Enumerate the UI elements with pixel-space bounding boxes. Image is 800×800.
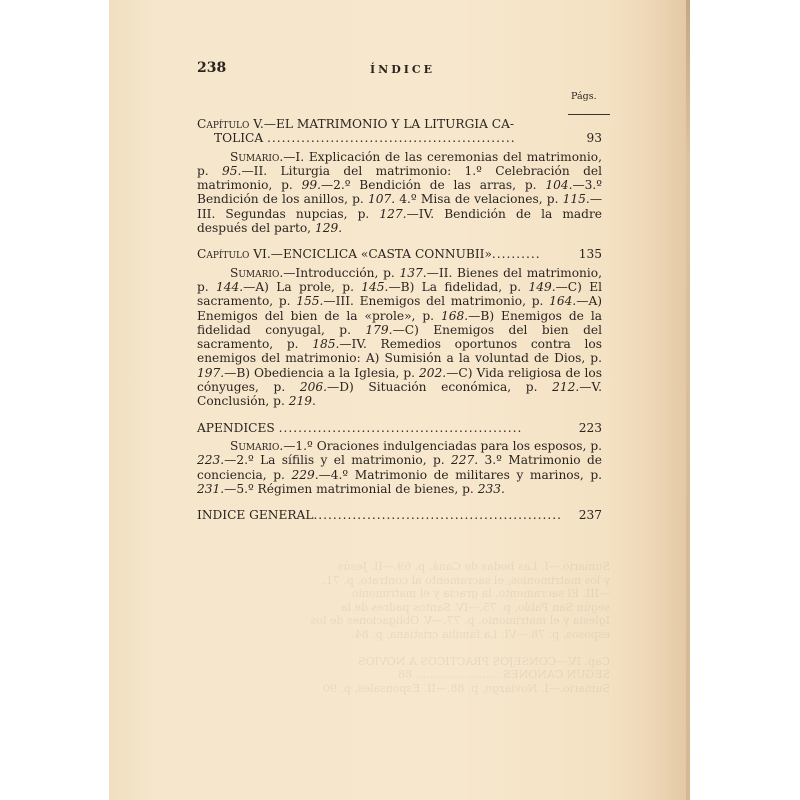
- entry-page-number: 237: [578, 508, 602, 523]
- page-reference: 197.: [197, 365, 225, 380]
- page-reference: 231.: [197, 481, 225, 496]
- page-edge: [686, 0, 690, 800]
- summary-text: —C) Vida religiosa de los cónyuges, p.: [197, 365, 602, 395]
- page-reference: 107.: [367, 192, 396, 207]
- summary-text: —B) Obediencia a la Iglesia, p.: [224, 365, 420, 380]
- pages-column-label: Págs.: [571, 91, 597, 102]
- page-reference: 127.: [379, 206, 407, 221]
- page-reference: 179.: [365, 322, 393, 337]
- page-reference: 164.: [549, 294, 577, 309]
- entry-title: INDICE GENERAL................................................... 237: [197, 508, 602, 523]
- page-reference: 99.: [301, 178, 321, 193]
- summary-text: —III. Segundas nupcias, p.: [197, 192, 602, 221]
- page-reference: 144.: [216, 279, 244, 294]
- page-reference: 223.: [197, 453, 225, 468]
- leader-dots: ..........: [491, 247, 541, 262]
- page-reference: 155.: [296, 294, 324, 309]
- chapter-prefix: Capítulo VI.: [197, 247, 271, 262]
- leader-dots: ...................................................: [267, 131, 516, 146]
- entry-summary: [197, 150, 602, 236]
- page-reference: 227.: [451, 453, 479, 468]
- toc-entry-general-index: [197, 508, 602, 522]
- summary-text: —Introducción, p.: [283, 265, 400, 280]
- summary-text: —IV. Remedios oportunos contra los enemigos del matrimonio: A) Sumisión a la voluntad de Dios, p.: [197, 337, 602, 366]
- summary-text: —3.º Bendición de los anillos, p.: [197, 178, 602, 207]
- entry-summary: [197, 439, 602, 496]
- page-reference: 95.: [222, 163, 242, 178]
- summary-text: —4.º Matrimonio de militares y marinos, p.: [318, 467, 603, 482]
- table-of-contents: [197, 117, 602, 522]
- summary-text: —C) Enemigos del bien del sacramento, p.: [197, 322, 603, 352]
- page-reference: 229.: [291, 467, 319, 482]
- page-reference: 185.: [312, 337, 340, 352]
- summary-text: —1.º Oraciones indulgenciadas para los esposos, p.: [283, 438, 602, 453]
- summary-text: —III. Enemigos del matrimonio, p.: [323, 294, 550, 309]
- page-reference: 145.: [361, 279, 389, 294]
- page-reference: 104.: [545, 178, 573, 193]
- page-number: 238: [197, 60, 227, 76]
- toc-entry-appendices: [197, 421, 602, 496]
- summary-label: Sumario.: [230, 265, 284, 280]
- entry-page-number: 223: [578, 420, 602, 435]
- entry-title: Capítulo VI.—ENCICLICA «CASTA CONNUBII».......... 135: [197, 247, 602, 262]
- pages-column-rule: [568, 114, 610, 115]
- toc-entry-chapter-5: [197, 117, 602, 235]
- summary-text: 3.º Matrimonio de conciencia, p.: [197, 453, 602, 482]
- toc-entry-chapter-6: [197, 247, 602, 408]
- entry-page-number: 93: [586, 131, 602, 146]
- summary-text: —2.º Bendición de las arras, p.: [320, 178, 546, 193]
- summary-text: —B) La fidelidad, p.: [388, 279, 529, 294]
- summary-label: Sumario.: [230, 438, 284, 453]
- summary-text: —2.º La sífilis y el matrimonio, p.: [224, 453, 451, 468]
- running-title: ÍNDICE: [370, 63, 436, 76]
- summary-text: —I. Explicación de las ceremonias del matrimonio, p.: [197, 149, 602, 178]
- summary-text: —B) Enemigos de la fidelidad conyugal, p.: [197, 308, 602, 337]
- leader-dots: ...................................................: [313, 508, 563, 523]
- page-reference: 202.: [419, 365, 447, 380]
- page-reference: 149.: [528, 279, 556, 294]
- entry-title-line1: Capítulo V.—EL MATRIMONIO Y LA LITURGIA CA-: [197, 117, 515, 131]
- summary-text: —V. Conclusión, p.: [197, 380, 602, 409]
- page-reference: 137.: [399, 265, 427, 280]
- page-reference: 212.: [552, 380, 580, 395]
- entry-page-number: 135: [578, 247, 602, 262]
- page-reference: 219.: [288, 394, 316, 409]
- summary-text: —A) La prole, p.: [243, 279, 362, 294]
- summary-text: —D) Situación económica, p.: [327, 380, 553, 395]
- page-reference: 206.: [299, 380, 327, 395]
- summary-text: —IV. Bendición de la madre después del parto,: [197, 206, 602, 236]
- entry-title: APENDICES .................................................. 223: [197, 420, 602, 435]
- page-reference: 115.: [562, 192, 590, 207]
- summary-text: —A) Enemigos del bien de la «prole», p.: [197, 294, 602, 323]
- entry-summary: [197, 266, 602, 409]
- leader-dots: ..................................................: [278, 420, 523, 435]
- summary-text: —C) El sacramento, p.: [197, 279, 602, 309]
- summary-text: —5.º Régimen matrimonial de bienes, p.: [224, 481, 478, 496]
- page-reference: 168.: [441, 308, 469, 323]
- chapter-prefix: Capítulo V.: [197, 117, 264, 131]
- summary-label: Sumario.: [230, 149, 284, 164]
- page-reference: 129.: [314, 221, 343, 236]
- page-curve-shadow: [620, 0, 690, 800]
- show-through-text: Sumario.—I. Las bodas de Caná, p. 69.—II. Jesús y los matrimonios, el sacramento al contrato, p. 71. —III. El sacramento, la gracia y el matrimonio según San Pablo, p. 75.—IV. Santos padres de la Iglesia y el matrimonio, p. 77.—V. Obligaciones de los esposos, p. 78.—VI. La familia cristiana, p. 84. Cap. IV.—CONSEJOS PRÁCTICOS A NOVIOS SEGÚN CANONES ........................ 88 Sumario.—I. Noviazgo, p. 88.—II. Esponsales, p. 90: [310, 560, 610, 695]
- summary-text: 4.º Misa de velaciones, p.: [395, 192, 563, 207]
- summary-text: —II. Liturgia del matrimonio: 1.º Celebración del matrimonio, p.: [197, 163, 602, 193]
- entry-title-line2: TOLICA ................................................... 93: [214, 131, 602, 146]
- page-reference: 233.: [477, 481, 505, 496]
- summary-text: —II. Bienes del matrimonio, p.: [197, 265, 602, 294]
